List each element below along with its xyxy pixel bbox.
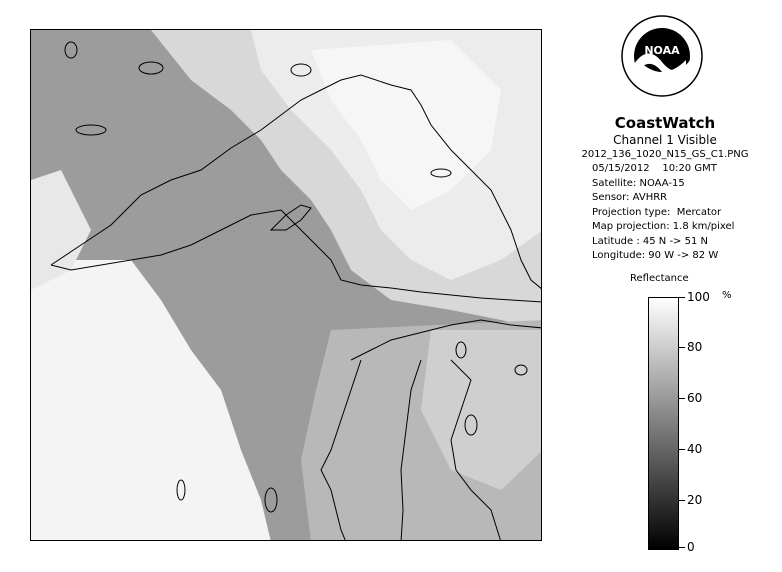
colorbar-tick: 80: [679, 341, 702, 353]
file-name: 2012_136_1020_N15_GS_C1.PNG: [581, 149, 749, 160]
metadata-sensor: Sensor: AVHRR: [592, 192, 668, 203]
colorbar-tick: 20: [679, 494, 702, 506]
metadata-map-projection: Map projection: 1.8 km/pixel: [592, 221, 735, 232]
noaa-logo-icon: [620, 14, 704, 98]
noaa-logo: [620, 14, 704, 98]
metadata-latitude: Latitude : 45 N -> 51 N: [592, 235, 708, 247]
colorbar-label: Reflectance: [630, 273, 689, 284]
colorbar-tick: 100: [679, 291, 710, 303]
channel-subtitle: Channel 1 Visible: [613, 133, 717, 147]
metadata-list: [592, 162, 770, 264]
colorbar-tick: 60: [679, 392, 702, 404]
metadata-longitude: Longitude: 90 W -> 82 W: [592, 250, 719, 261]
satellite-image: [30, 29, 542, 541]
metadata-satellite: Satellite: NOAA-15: [592, 177, 685, 189]
colorbar: [648, 297, 679, 550]
page-title: CoastWatch: [614, 114, 716, 132]
colorbar-tick: 0: [679, 541, 695, 553]
satellite-image-svg: [31, 30, 542, 541]
info-panel: [560, 110, 770, 264]
colorbar-ticks: [679, 290, 739, 554]
logo-text: NOAA: [644, 44, 680, 57]
metadata-projection-type: Projection type: Mercator: [592, 206, 722, 218]
colorbar-tick: 40: [679, 443, 702, 455]
colorbar-unit: %: [722, 290, 732, 301]
metadata-datetime: 05/15/2012 10:20 GMT: [592, 163, 717, 174]
